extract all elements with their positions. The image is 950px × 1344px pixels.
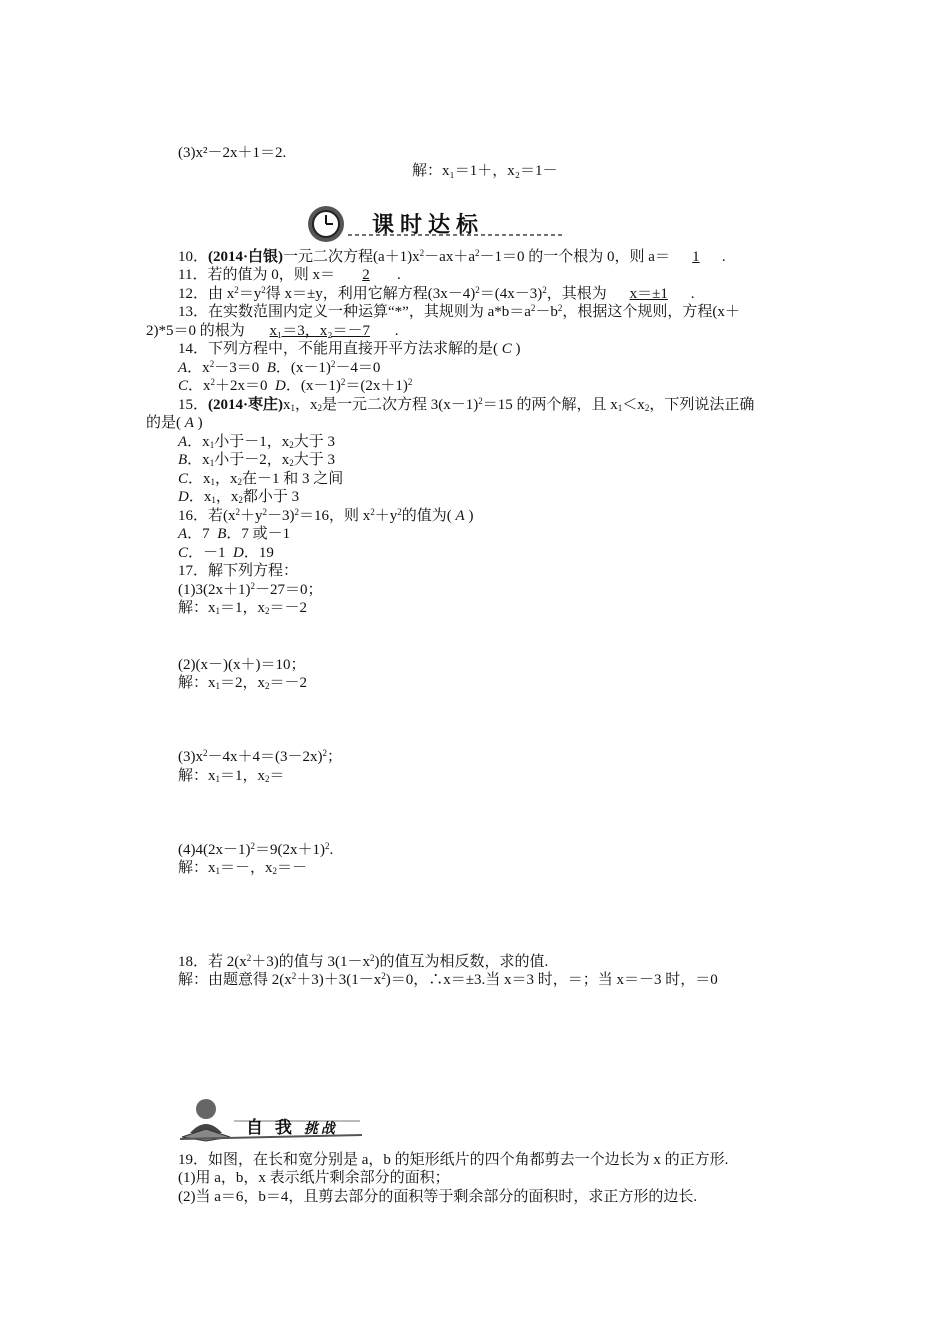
q12-answer-blank: x＝±1 xyxy=(629,286,668,302)
q16-options-ab: A．7 B．7 或－1 xyxy=(178,526,291,542)
question-15-line1: 15．(2014·枣庄)$x_1$，$x_2$是一元二次方程 $3(x-1)^2=15$ 的两个解，且 $x_1<x_2$，下列说法正确 xyxy=(178,396,755,413)
section-banner-self-challenge xyxy=(176,1097,366,1145)
q16-answer: A xyxy=(455,508,465,524)
section-banner-lesson-goals xyxy=(306,204,566,244)
question-16: 16．若$(x^2+y^2-3)^2=16$，则 $x^2+y^2$的值为( A ) xyxy=(178,507,474,524)
question-13-line1: 13．在实数范围内定义一种运算“*”，其规则为 $a*b=a^2-b^2$，根据这个规则，方程(x＋ xyxy=(178,303,740,320)
q17-part4: $(4)4(2x-1)^2=9(2x+1)^2$. xyxy=(178,841,334,858)
q17-part2: (2)(x－)(x＋)＝10； xyxy=(178,657,306,673)
q15-answer: A xyxy=(184,415,194,431)
q15-option-c: C．$x_1$，$x_2$在－1 和 3 之间 xyxy=(178,471,344,487)
q14-answer: C xyxy=(501,341,512,357)
question-17: 17．解下列方程： xyxy=(178,563,299,579)
q18-answer: 解：由题意得 $2(x^2+3)+3(1-x^2)=0$，∴x＝±3.当 x＝3 时，＝；当 x＝－3 时，＝0 xyxy=(178,971,718,988)
q3-answer: 解：x₁＝1＋，x₂＝1－ xyxy=(412,163,558,179)
q17-part3-answer: 解：$x_1=1$，$x_2=$ xyxy=(178,768,285,784)
q17-part3: $(3)x^2-4x+4=(3-2x)^2$； xyxy=(178,748,343,765)
q10-answer-blank: 1 xyxy=(692,249,700,265)
q13-answer-blank: x₁＝3，x₂＝－7 xyxy=(269,323,370,339)
q15-option-b: B．$x_1$小于－2，$x_2$大于 3 xyxy=(178,452,335,468)
section-title: 自 我 挑战 xyxy=(246,1118,338,1138)
question-11: 11．若的值为 0，则 x＝ 2 . xyxy=(178,267,401,283)
q16-options-cd: C．－1 D．19 xyxy=(178,545,274,561)
question-19: 19．如图，在长和宽分别是 a，b 的矩形纸片的四个角都剪去一个边长为 x 的正方形. xyxy=(178,1152,729,1168)
question-12: 12．由 $x^2=y^2$得 x＝±y，利用它解方程$(3x-4)^2=(4x-3)^2$，其根为 x＝±1 . xyxy=(178,285,695,302)
section-title: 课时达标 xyxy=(372,213,485,238)
question-15-line2: 的是( A ) xyxy=(146,415,203,431)
q14-options-cd: C．$x^2+2x=0$ D．$(x-1)^2=(2x+1)^2$ xyxy=(178,377,413,394)
q15-option-a: A．$x_1$小于－1，$x_2$大于 3 xyxy=(178,434,335,450)
q17-part1-answer: 解：$x_1=1$，$x_2=-2$ xyxy=(178,600,308,616)
q14-options-ab: A．$x^2-3=0$ B．$(x-1)^2-4=0$ xyxy=(178,359,381,376)
q17-part1: $(1)3(2x+1)^2-27=0$； xyxy=(178,581,323,598)
question-13-line2: 2)*5＝0 的根为 x₁＝3，x₂＝－7 . xyxy=(146,323,399,339)
q17-part4-answer: 解：$x_1=-$，$x_2=-$ xyxy=(178,860,308,876)
q19-part2: (2)当 a＝6，b＝4，且剪去部分的面积等于剩余部分的面积时，求正方形的边长. xyxy=(178,1189,698,1205)
q15-option-d: D．$x_1$，$x_2$都小于 3 xyxy=(178,489,300,505)
question-18: 18．若 $2(x^2+3)$的值与 $3(1-x^2)$的值互为相反数，求的值. xyxy=(178,953,549,970)
q17-part2-answer: 解：$x_1=2$，$x_2=-2$ xyxy=(178,675,308,691)
question-14: 14．下列方程中，不能用直接开平方法求解的是( C ) xyxy=(178,341,521,357)
question-10: 10．(2014·白银)一元二次方程$(a+1)x^2-ax+a^2-1=0$ 的一个根为 0，则 a＝ 1 . xyxy=(178,248,726,265)
q11-answer-blank: 2 xyxy=(362,267,370,283)
q3-equation: (3)x²－2x＋1＝2. xyxy=(178,145,287,161)
q19-part1: (1)用 a，b，x 表示纸片剩余部分的面积； xyxy=(178,1170,450,1186)
